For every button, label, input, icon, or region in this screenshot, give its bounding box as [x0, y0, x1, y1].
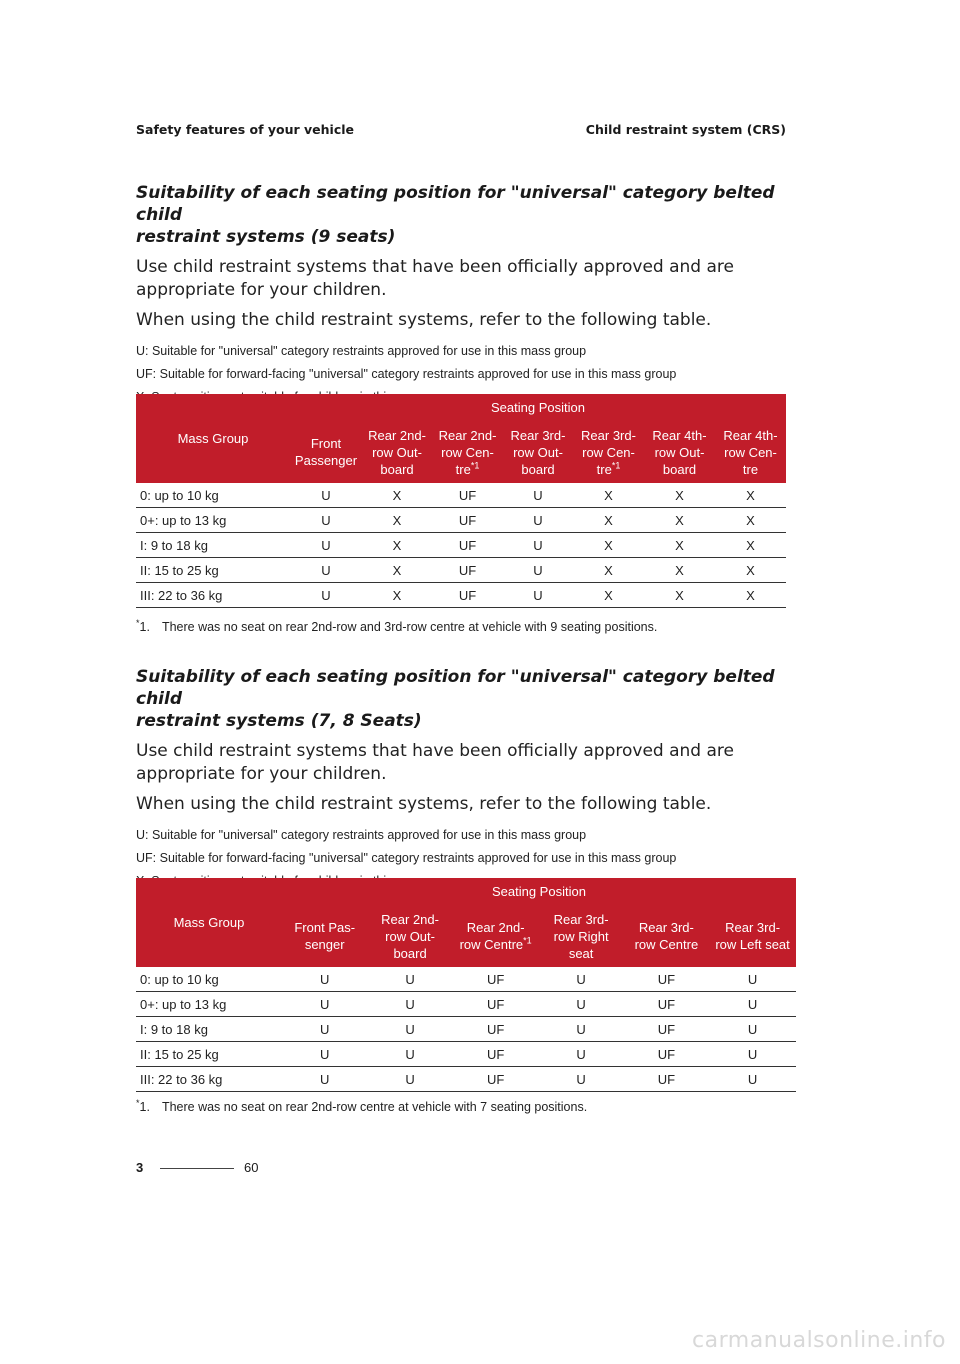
suitability-cell: X	[715, 483, 786, 508]
mass-group-cell: I: 9 to 18 kg	[136, 1017, 282, 1042]
suitability-cell: U	[282, 992, 368, 1017]
suitability-cell: UF	[453, 1017, 539, 1042]
legend-uf: UF: Suitable for forward-facing "universal" category restraints approved for use in this mass group	[136, 851, 677, 865]
table-instruction: When using the child restraint systems, refer to the following table.	[136, 310, 712, 330]
suitability-cell: U	[539, 1042, 624, 1067]
suitability-table-7-8-seats	[136, 878, 796, 1092]
suitability-cell: U	[709, 1017, 796, 1042]
suitability-cell: X	[362, 533, 432, 558]
mass-group-cell: 0: up to 10 kg	[136, 967, 282, 992]
watermark: carmanualsonline.info	[692, 1328, 946, 1353]
seat-column-header: Rear 2nd- row Out- board	[362, 421, 432, 483]
mass-group-cell: II: 15 to 25 kg	[136, 1042, 282, 1067]
table-row	[136, 558, 786, 583]
table-row	[136, 1017, 796, 1042]
suitability-table-9-seats	[136, 394, 786, 608]
suitability-cell: U	[290, 558, 362, 583]
suitability-cell: X	[715, 583, 786, 608]
suitability-cell: X	[644, 583, 715, 608]
suitability-cell: X	[644, 508, 715, 533]
table-row	[136, 533, 786, 558]
footnote-marker: *1.	[136, 1098, 150, 1115]
table-row	[136, 1067, 796, 1092]
suitability-cell: U	[709, 992, 796, 1017]
seating-position-header: Seating Position	[282, 878, 796, 905]
seat-column-header: Rear 3rd- row Left seat	[709, 905, 796, 967]
mass-group-cell: 0: up to 10 kg	[136, 483, 290, 508]
section-heading: Suitability of each seating position for "universal" category belted child restraint systems (7, 8 Seats)	[136, 667, 775, 731]
seat-column-header: Front Passenger	[290, 421, 362, 483]
suitability-cell: UF	[432, 483, 503, 508]
suitability-cell: UF	[432, 508, 503, 533]
suitability-cell: UF	[453, 1042, 539, 1067]
suitability-cell: U	[282, 1042, 368, 1067]
legend-uf: UF: Suitable for forward-facing "universal" category restraints approved for use in this mass group	[136, 367, 677, 381]
suitability-cell: X	[644, 483, 715, 508]
suitability-cell: X	[573, 508, 644, 533]
suitability-cell: UF	[432, 583, 503, 608]
section-9-seats	[136, 182, 796, 409]
suitability-cell: U	[709, 1042, 796, 1067]
footnote-9-seats: *1. There was no seat on rear 2nd-row and 3rd-row centre at vehicle with 9 seating positions.	[136, 618, 658, 635]
suitability-cell: U	[367, 1017, 452, 1042]
suitability-cell: X	[573, 558, 644, 583]
table-row	[136, 967, 796, 992]
seat-column-header: Rear 4th- row Out- board	[644, 421, 715, 483]
mass-group-cell: 0+: up to 13 kg	[136, 992, 282, 1017]
suitability-cell: U	[539, 1067, 624, 1092]
seat-column-header: Rear 4th- row Cen- tre	[715, 421, 786, 483]
seating-position-header: Seating Position	[290, 394, 786, 421]
suitability-cell: U	[503, 508, 573, 533]
page-number: 60	[244, 1160, 259, 1175]
seat-column-header: Rear 3rd- row Right seat	[539, 905, 624, 967]
seat-column-header: Rear 3rd- row Cen- tre$^{*1}$	[573, 421, 644, 483]
suitability-cell: UF	[453, 967, 539, 992]
intro-paragraph: Use child restraint systems that have been officially approved and are appropriate for your children.	[136, 741, 734, 784]
legend-u: U: Suitable for "universal" category restraints approved for use in this mass group	[136, 344, 587, 358]
suitability-cell: UF	[453, 992, 539, 1017]
seat-column-header: Front Pas- senger	[282, 905, 368, 967]
seat-column-header: Rear 3rd- row Centre	[624, 905, 710, 967]
seat-column-header: Rear 2nd- row Out- board	[367, 905, 452, 967]
suitability-cell: U	[290, 533, 362, 558]
section-title: Child restraint system (CRS)	[585, 122, 786, 137]
suitability-cell: U	[539, 1017, 624, 1042]
suitability-cell: X	[573, 583, 644, 608]
suitability-cell: X	[644, 533, 715, 558]
suitability-cell: U	[367, 1042, 452, 1067]
chapter-number: 3	[136, 1160, 144, 1175]
suitability-cell: X	[573, 533, 644, 558]
suitability-cell: U	[282, 1067, 368, 1092]
table-row	[136, 508, 786, 533]
suitability-cell: UF	[624, 1067, 710, 1092]
suitability-cell: U	[282, 1017, 368, 1042]
suitability-cell: U	[282, 967, 368, 992]
suitability-cell: X	[715, 558, 786, 583]
footnote-7-8-seats: *1. There was no seat on rear 2nd-row centre at vehicle with 7 seating positions.	[136, 1098, 588, 1115]
suitability-cell: X	[715, 533, 786, 558]
suitability-cell: UF	[624, 967, 710, 992]
suitability-cell: X	[362, 508, 432, 533]
mass-group-cell: III: 22 to 36 kg	[136, 583, 290, 608]
suitability-cell: U	[503, 558, 573, 583]
footnote-ref: *1	[523, 935, 532, 946]
section-7-8-seats	[136, 666, 796, 893]
table-instruction: When using the child restraint systems, refer to the following table.	[136, 794, 712, 814]
suitability-cell: UF	[453, 1067, 539, 1092]
suitability-cell: UF	[432, 533, 503, 558]
legend-u: U: Suitable for "universal" category restraints approved for use in this mass group	[136, 828, 587, 842]
suitability-cell: U	[367, 967, 452, 992]
footnote-marker: *1.	[136, 618, 150, 635]
mass-group-header: Mass Group	[136, 878, 282, 967]
section-heading: Suitability of each seating position for "universal" category belted child restraint systems (9 seats)	[136, 183, 775, 247]
suitability-cell: X	[573, 483, 644, 508]
seat-column-header: Rear 3rd- row Out- board	[503, 421, 573, 483]
suitability-cell: X	[715, 508, 786, 533]
suitability-cell: U	[290, 508, 362, 533]
mass-group-cell: III: 22 to 36 kg	[136, 1067, 282, 1092]
suitability-cell: UF	[624, 1042, 710, 1067]
suitability-cell: U	[709, 967, 796, 992]
footnote-ref: *1	[470, 460, 480, 471]
footnote-ref: *1	[611, 460, 621, 471]
suitability-cell: U	[290, 483, 362, 508]
suitability-cell: U	[290, 583, 362, 608]
suitability-cell: U	[539, 992, 624, 1017]
table-row	[136, 583, 786, 608]
suitability-cell: X	[362, 483, 432, 508]
table-row	[136, 483, 786, 508]
mass-group-cell: I: 9 to 18 kg	[136, 533, 290, 558]
mass-group-header: Mass Group	[136, 394, 290, 483]
suitability-cell: X	[362, 583, 432, 608]
table-row	[136, 1042, 796, 1067]
suitability-cell: U	[503, 583, 573, 608]
chapter-title: Safety features of your vehicle	[136, 122, 354, 137]
suitability-cell: U	[367, 1067, 452, 1092]
suitability-cell: X	[362, 558, 432, 583]
footer-rule	[160, 1168, 234, 1169]
suitability-cell: X	[644, 558, 715, 583]
table-row	[136, 992, 796, 1017]
mass-group-cell: II: 15 to 25 kg	[136, 558, 290, 583]
suitability-cell: U	[709, 1067, 796, 1092]
intro-paragraph: Use child restraint systems that have been officially approved and are appropriate for your children.	[136, 257, 734, 300]
suitability-cell: UF	[432, 558, 503, 583]
suitability-cell: U	[503, 533, 573, 558]
seat-column-header: Rear 2nd- row Centre$^{*1}$	[453, 905, 539, 967]
seat-column-header: Rear 2nd- row Cen- tre$^{*1}$	[432, 421, 503, 483]
suitability-cell: UF	[624, 992, 710, 1017]
suitability-cell: U	[503, 483, 573, 508]
suitability-cell: U	[539, 967, 624, 992]
mass-group-cell: 0+: up to 13 kg	[136, 508, 290, 533]
suitability-cell: U	[367, 992, 452, 1017]
suitability-cell: UF	[624, 1017, 710, 1042]
